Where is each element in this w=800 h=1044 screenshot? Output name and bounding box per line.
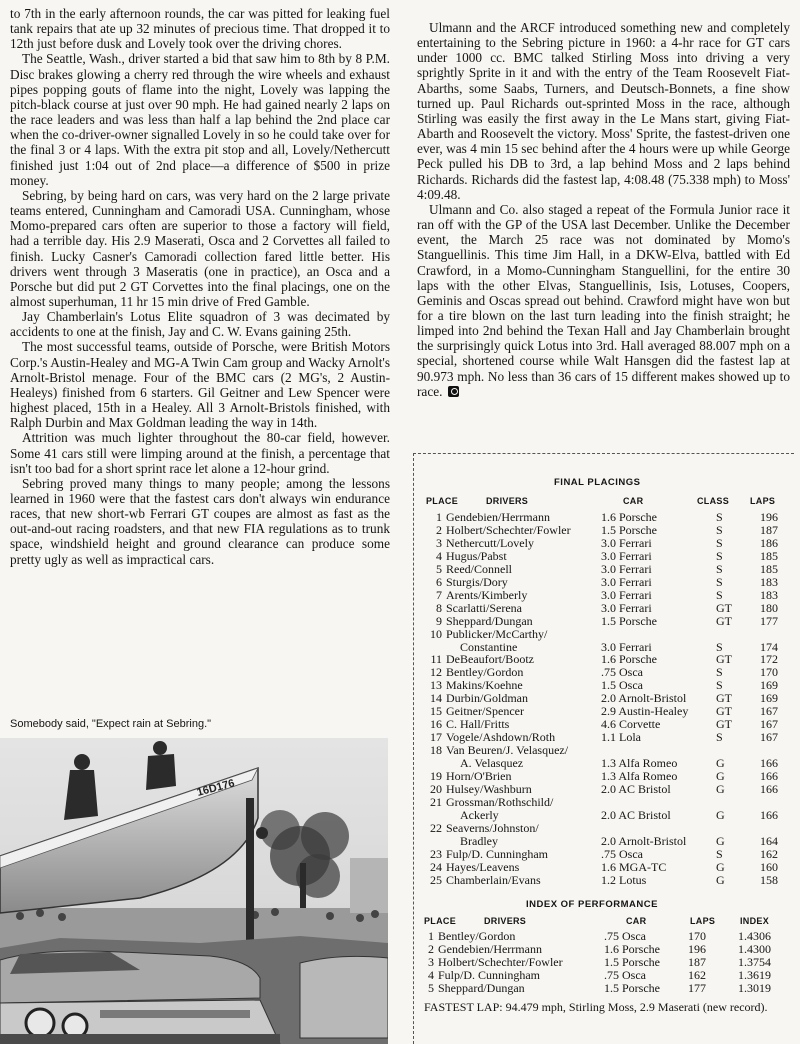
car-cell: 2.0 Arnolt-Bristol xyxy=(601,691,687,706)
table-row xyxy=(414,524,794,537)
drivers-cell: Sheppard/Dungan xyxy=(438,980,525,995)
class-cell: S xyxy=(716,574,723,589)
table-row xyxy=(414,809,794,822)
car-cell: 1.5 Osca xyxy=(601,678,643,693)
article-paragraph: Sebring, by being hard on cars, was very hard on the 2 large private teams entered, Cunningham and Camoradi USA. Cunningham, whose Momo-prepared cars often are superior to those a factory will field, had a terrible day. His 2.9 Maserati, Osca and 2 Corvettes all failed to finish. Lucky Casner's Camoradi collection fared little better. His drivers went through 3 Maseratis (one in practice), an Osca and a Porsche but did put 2 GT Corvettes into the final placings, one on the almost superhuman, 11 hr 15 min drive of Fred Gamble. xyxy=(10,187,390,309)
class-cell: G xyxy=(716,859,725,874)
table-row xyxy=(414,861,794,874)
place-cell: 6 xyxy=(436,574,442,589)
race-photo xyxy=(0,738,388,1044)
class-cell: S xyxy=(716,678,723,693)
header-car: CAR xyxy=(623,496,644,506)
laps-cell: 170 xyxy=(760,665,778,680)
article-paragraph: The most successful teams, outside of Porsche, were British Motors Corp.'s Austin-Healey and MG-A Twin Cam group and Wacky Arnolt's Arnolt-Bristol menage. Four of the BMC cars (2 MG's, 2 Austin-Healeys) finished from 6 starters. Gil Geitner and Lew Spencer were highest placed, 15th in a Healey. All 3 Arnolt-Bristols finished, with Ralph Durbin and Max Goldman leading the way in 14th. xyxy=(10,339,390,431)
laps-cell: 187 xyxy=(760,522,778,537)
table-row xyxy=(414,783,794,796)
drivers-cell: Hayes/Leavens xyxy=(446,859,520,874)
class-cell: GT xyxy=(716,691,732,706)
drivers-cell: Constantine xyxy=(460,639,518,654)
article-paragraph: to 7th in the early afternoon rounds, the car was pitted for leaking fuel tank repairs that ate up 32 minutes of precious time. That dropped it to 12th just before dusk and Lovely took over the driving chores. xyxy=(10,6,390,52)
parked-cars-illustration xyxy=(0,936,388,1044)
place-cell: 1 xyxy=(428,929,434,943)
table-row xyxy=(414,628,794,641)
drivers-cell: Seaverns/Johnston/ xyxy=(446,820,539,835)
drivers-cell: Arents/Kimberly xyxy=(446,587,528,602)
table-row xyxy=(414,848,794,861)
place-cell: 16 xyxy=(430,717,442,732)
place-cell: 19 xyxy=(430,769,442,783)
class-cell: S xyxy=(716,639,723,654)
laps-cell: 167 xyxy=(760,730,778,745)
car-cell: 3.0 Ferrari xyxy=(601,639,652,654)
laps-cell: 167 xyxy=(760,717,778,732)
results-box xyxy=(413,453,794,1044)
laps-cell: 169 xyxy=(760,678,778,693)
laps-cell: 166 xyxy=(760,807,778,822)
table-row xyxy=(414,576,794,589)
car-cell: .75 Osca xyxy=(604,967,646,982)
class-cell: GT xyxy=(716,704,732,719)
drivers-cell: Horn/O'Brien xyxy=(446,769,512,783)
car-cell: 3.0 Ferrari xyxy=(601,600,652,615)
table-row xyxy=(414,602,794,615)
drivers-cell: Gendebien/Herrmann xyxy=(446,510,550,524)
drivers-cell: A. Velasquez xyxy=(460,756,524,771)
drivers-cell: Nethercutt/Lovely xyxy=(446,535,534,550)
place-cell: 2 xyxy=(428,941,434,956)
index-header-index: INDEX xyxy=(740,916,770,926)
place-cell: 24 xyxy=(430,859,442,874)
table-row xyxy=(414,874,794,887)
place-cell: 13 xyxy=(430,678,442,693)
place-cell: 25 xyxy=(430,872,442,887)
table-row xyxy=(414,537,794,550)
class-cell: G xyxy=(716,756,725,771)
place-cell: 5 xyxy=(428,980,434,995)
drivers-cell: Chamberlain/Evans xyxy=(446,872,541,887)
drivers-cell: Sturgis/Dory xyxy=(446,574,508,589)
laps-cell: 166 xyxy=(760,756,778,771)
photo-caption: Somebody said, "Expect rain at Sebring." xyxy=(10,718,212,730)
drivers-cell: Bentley/Gordon xyxy=(438,929,516,943)
car-cell: .75 Osca xyxy=(604,929,646,943)
laps-cell: 166 xyxy=(760,769,778,783)
place-cell: 23 xyxy=(430,846,442,861)
class-cell: S xyxy=(716,522,723,537)
drivers-cell: Gendebien/Herrmann xyxy=(438,941,542,956)
place-cell: 20 xyxy=(430,781,442,796)
car-cell: 1.5 Porsche xyxy=(601,522,657,537)
end-of-article-icon xyxy=(448,386,459,397)
laps-cell: 164 xyxy=(760,833,778,848)
car-cell: 1.1 Lola xyxy=(601,730,641,745)
final-placings-title: FINAL PLACINGS xyxy=(554,477,641,488)
laps-cell: 167 xyxy=(760,704,778,719)
class-cell: G xyxy=(716,807,725,822)
place-cell: 1 xyxy=(436,510,442,524)
class-cell: G xyxy=(716,872,725,887)
header-drivers: DRIVERS xyxy=(486,496,529,506)
drivers-cell: Holbert/Schechter/Fowler xyxy=(446,522,571,537)
article-paragraph: Attrition was much lighter throughout the 80-car field, however. Some 41 cars still were limping around at the finish, a percentage that isn't too bad for a short sprint race let alone a 12-hour grind. xyxy=(10,430,390,476)
place-cell: 3 xyxy=(436,535,442,550)
class-cell: S xyxy=(716,846,723,861)
header-laps: LAPS xyxy=(750,496,776,506)
drivers-cell: Makins/Koehne xyxy=(446,678,523,693)
drivers-cell: C. Hall/Fritts xyxy=(446,717,510,732)
laps-cell: 166 xyxy=(760,781,778,796)
right-article-column xyxy=(417,20,790,399)
car-cell: 1.3 Alfa Romeo xyxy=(601,769,678,783)
table-row xyxy=(414,796,794,809)
index-cell: 1.3619 xyxy=(738,967,771,982)
drivers-cell: Sheppard/Dungan xyxy=(446,613,533,628)
car-cell: .75 Osca xyxy=(601,846,643,861)
drivers-cell: Grossman/Rothschild/ xyxy=(446,794,554,809)
article-paragraph: Sebring proved many things to many people; among the lessons learned in 1960 were that the fastest cars don't always win endurance races, that new short-wb Ferrari GT coupes are almost as fast as the out-and-out racing roadsters, and that new FIA regulations as to trunk space, windshield height and ground clearance can produce some pretty ugly as well as impractical cars. xyxy=(10,475,390,567)
car-cell: 1.5 Porsche xyxy=(601,613,657,628)
fastest-lap-note: FASTEST LAP: 94.479 mph, Stirling Moss, 2.9 Maserati (new record). xyxy=(424,1000,768,1014)
class-cell: S xyxy=(716,587,723,602)
drivers-cell: DeBeaufort/Bootz xyxy=(446,652,534,667)
laps-cell: 174 xyxy=(760,639,778,654)
drivers-cell: Fulp/D. Cunningham xyxy=(446,846,549,861)
drivers-cell: Hulsey/Washburn xyxy=(446,781,532,796)
car-cell: 2.0 AC Bristol xyxy=(601,807,671,822)
class-cell: S xyxy=(716,730,723,745)
place-cell: 3 xyxy=(428,954,434,969)
car-cell: 2.9 Austin-Healey xyxy=(601,704,689,719)
place-cell: 18 xyxy=(430,743,442,758)
index-cell: 1.3019 xyxy=(738,980,771,995)
drivers-cell: Holbert/Schechter/Fowler xyxy=(438,954,563,969)
drivers-cell: Bradley xyxy=(460,833,498,848)
table-row xyxy=(414,822,794,835)
table-row xyxy=(414,550,794,563)
car-cell: 1.2 Lotus xyxy=(601,872,647,887)
place-cell: 11 xyxy=(430,652,442,667)
car-cell: 3.0 Ferrari xyxy=(601,548,652,563)
class-cell: G xyxy=(716,833,725,848)
place-cell: 5 xyxy=(436,561,442,576)
laps-cell: 185 xyxy=(760,548,778,563)
table-row xyxy=(414,969,794,982)
place-cell: 17 xyxy=(430,730,442,745)
place-cell: 21 xyxy=(430,794,442,809)
laps-cell: 177 xyxy=(688,980,706,995)
laps-cell: 172 xyxy=(760,652,778,667)
car-cell: 2.0 Arnolt-Bristol xyxy=(601,833,687,848)
drivers-cell: Ackerly xyxy=(460,807,499,822)
car-cell: 1.5 Porsche xyxy=(604,954,660,969)
header-place: PLACE xyxy=(426,496,459,506)
index-cell: 1.4300 xyxy=(738,941,771,956)
drivers-cell: Scarlatti/Serena xyxy=(446,600,522,615)
laps-cell: 158 xyxy=(760,872,778,887)
car-cell: 1.6 MGA-TC xyxy=(601,859,667,874)
car-cell: 3.0 Ferrari xyxy=(601,587,652,602)
laps-cell: 196 xyxy=(688,941,706,956)
laps-cell: 170 xyxy=(688,929,706,943)
class-cell: G xyxy=(716,781,725,796)
drivers-cell: Fulp/D. Cunningham xyxy=(438,967,541,982)
drivers-cell: Geitner/Spencer xyxy=(446,704,524,719)
class-cell: S xyxy=(716,510,723,524)
index-cell: 1.4306 xyxy=(738,929,771,943)
class-cell: S xyxy=(716,535,723,550)
place-cell: 7 xyxy=(436,587,442,602)
car-cell: 1.3 Alfa Romeo xyxy=(601,756,678,771)
boat-registration-number: 16D176 xyxy=(195,777,237,799)
place-cell: 4 xyxy=(436,548,442,563)
place-cell: 22 xyxy=(430,820,442,835)
table-row xyxy=(414,835,794,848)
article-paragraph xyxy=(417,202,790,399)
place-cell: 12 xyxy=(430,665,442,680)
drivers-cell: Vogele/Ashdown/Roth xyxy=(446,730,556,745)
place-cell: 15 xyxy=(430,704,442,719)
car-cell: 3.0 Ferrari xyxy=(601,561,652,576)
car-cell: 3.0 Ferrari xyxy=(601,535,652,550)
car-cell: 1.6 Porsche xyxy=(601,652,657,667)
laps-cell: 183 xyxy=(760,574,778,589)
table-row xyxy=(414,615,794,628)
left-article-column xyxy=(10,6,390,567)
article-paragraph: The Seattle, Wash., driver started a bid that saw him to 8th by 8 P.M. Disc brakes glowing a cherry red through the wire wheels and exhaust pipes popping gouts of flame into the night, Lovely was lapping the pitch-black course at just over 90 mph. He had gained nearly 2 laps on the race leaders and was less than half a lap behind the 2nd place car when the co-driver-owner signalled Lovely in so he could take over for the final 3 or 4 laps. With the extra pit stop and all, Lovely/Nethercutt finished just 1:04 out of 2nd place—a difference of $500 in prize money. xyxy=(10,51,390,188)
drivers-cell: Hugus/Pabst xyxy=(446,548,507,563)
car-cell: 4.6 Corvette xyxy=(601,717,661,732)
place-cell: 2 xyxy=(436,522,442,537)
car-cell: 3.0 Ferrari xyxy=(601,574,652,589)
laps-cell: 180 xyxy=(760,600,778,615)
index-header-laps: LAPS xyxy=(690,916,716,926)
article-paragraph: Ulmann and the ARCF introduced something new and completely entertaining to the Sebring picture in 1960: a 4-hr race for GT cars under 1000 cc. BMC talked Stirling Moss into driving a very sprightly Sprite in it and with the entry of the Team Roosevelt Fiat-Abarths, some Saabs, Turners, and Deutsch-Bonnets, a fine show turned up. Paul Richards out-sprinted Moss in the race, although Stirling was easily the first away in the Le Mans start, giving Fiat-Abarth and Roosevelt the victory. Moss' Sprite, the fastest-driven one ever, was 4 min 15 sec behind after the 4 hours were up while George Peck pulled his DB to 3rd, a lap behind Moss and 2 laps behind Richards. Richards did the fastest lap, 4:08.48 (75.338 mph) to Moss' 4:09.48. xyxy=(417,20,790,202)
place-cell: 4 xyxy=(428,967,434,982)
laps-cell: 169 xyxy=(760,691,778,706)
laps-cell: 183 xyxy=(760,587,778,602)
class-cell: GT xyxy=(716,600,732,615)
index-cell: 1.3754 xyxy=(738,954,771,969)
laps-cell: 187 xyxy=(688,954,706,969)
class-cell: GT xyxy=(716,652,732,667)
laps-cell: 162 xyxy=(760,846,778,861)
class-cell: S xyxy=(716,548,723,563)
class-cell: S xyxy=(716,561,723,576)
article-paragraph-text: Ulmann and Co. also staged a repeat of the Formula Junior race it ran off with the GP of the USA last December. Unlike the December event, the March 25 race was not dominated by Momo's Stanguellinis. This time Jim Hall, in a DKW-Elva, battled with Ed Crawford, in a Momo-Cunningham Stanguellini, for the entire 30 laps with the other Elvas, Stanguellinis, Isis, Lotuses, Coopers, Geminis and Oscas spread out behind. Crawford might have won but for a tire blown on the last turn leading into the finish straight; he limped into 2nd behind the Texan Hall and Jay Chamberlain brought the surprisingly quick Lotus into 3rd. Hall averaged 88.007 mph on a special, shortened course while Walt Hansgen did the fastest lap at 90.973 mph. No less than 36 cars of 15 different makes showed up to race. xyxy=(417,201,790,399)
index-header-place: PLACE xyxy=(424,916,457,926)
place-cell: 10 xyxy=(430,626,442,641)
header-class: CLASS xyxy=(697,496,730,506)
drivers-cell: Reed/Connell xyxy=(446,561,512,576)
index-header-drivers: DRIVERS xyxy=(484,916,527,926)
article-paragraph: Jay Chamberlain's Lotus Elite squadron of 3 was decimated by accidents to one at the finish, Jay and C. W. Evans gaining 25th. xyxy=(10,309,390,340)
laps-cell: 177 xyxy=(760,613,778,628)
class-cell: S xyxy=(716,665,723,680)
table-row xyxy=(414,982,794,995)
car-cell: 1.6 Porsche xyxy=(604,941,660,956)
drivers-cell: Durbin/Goldman xyxy=(446,691,528,706)
index-header-car: CAR xyxy=(626,916,647,926)
laps-cell: 196 xyxy=(760,510,778,524)
drivers-cell: Publicker/McCarthy/ xyxy=(446,626,548,641)
index-of-performance-title: INDEX OF PERFORMANCE xyxy=(526,899,658,910)
place-cell: 14 xyxy=(430,691,442,706)
car-cell: 2.0 AC Bristol xyxy=(601,781,671,796)
drivers-cell: Bentley/Gordon xyxy=(446,665,524,680)
class-cell: G xyxy=(716,769,725,783)
table-row xyxy=(414,589,794,602)
drivers-cell: Van Beuren/J. Velasquez/ xyxy=(446,743,569,758)
laps-cell: 186 xyxy=(760,535,778,550)
laps-cell: 162 xyxy=(688,967,706,982)
car-cell: 1.5 Porsche xyxy=(604,980,660,995)
laps-cell: 160 xyxy=(760,859,778,874)
place-cell: 8 xyxy=(436,600,442,615)
laps-cell: 185 xyxy=(760,561,778,576)
table-row xyxy=(414,563,794,576)
car-cell: 1.6 Porsche xyxy=(601,510,657,524)
class-cell: GT xyxy=(716,613,732,628)
table-row xyxy=(414,943,794,956)
place-cell: 9 xyxy=(436,613,442,628)
class-cell: GT xyxy=(716,717,732,732)
table-row xyxy=(414,956,794,969)
car-cell: .75 Osca xyxy=(601,665,643,680)
